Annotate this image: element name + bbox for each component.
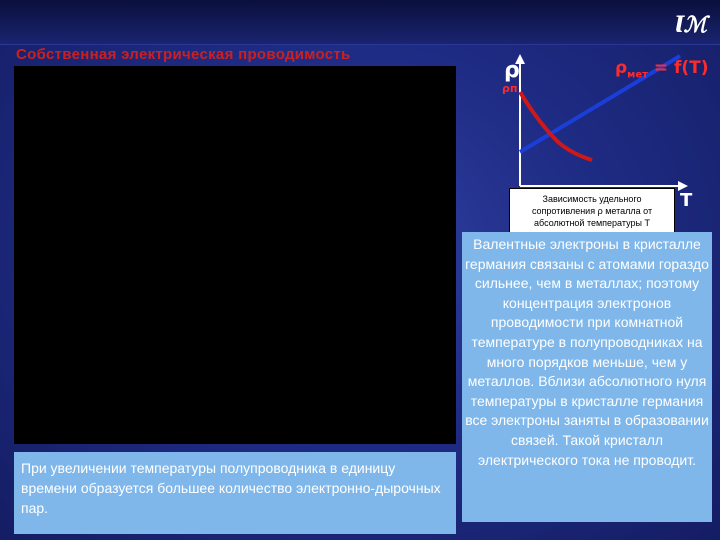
bottom-note: При увеличении температуры полупроводника в единицу времени образуется большее количество электронно-дырочных пар. [14,452,456,534]
x-axis-label: T [680,190,693,211]
semiconductor-curve-label: ρп [502,82,518,95]
y-axis-label: ρ [504,58,520,83]
slide-title: Собственная электрическая проводимость [16,46,351,63]
formula-subscript: мет [627,69,648,81]
formula-main: ρ [615,58,628,78]
formula-label [615,58,709,80]
image-placeholder-panel [14,66,456,444]
explanation-text: Валентные электроны в кристалле германия связаны с атомами гораздо сильнее, чем в металлах; поэтому концентрация электронов проводимости при комнатной температуре в полупроводниках на много порядков меньше, чем у металлов. Вблизи абсолютного нуля температуры в кристалле германия все электроны заняты в образовании связей. Такой кристалл электрического тока не проводит. [462,232,712,522]
logo: Ɩℳ [674,12,706,38]
graph-caption: Зависимость удельного сопротивления ρ металла от абсолютной температуры T [509,188,675,234]
formula-rest: = f(T) [647,58,709,78]
semiconductor-resistivity-curve [520,92,592,160]
top-bar [0,0,720,45]
